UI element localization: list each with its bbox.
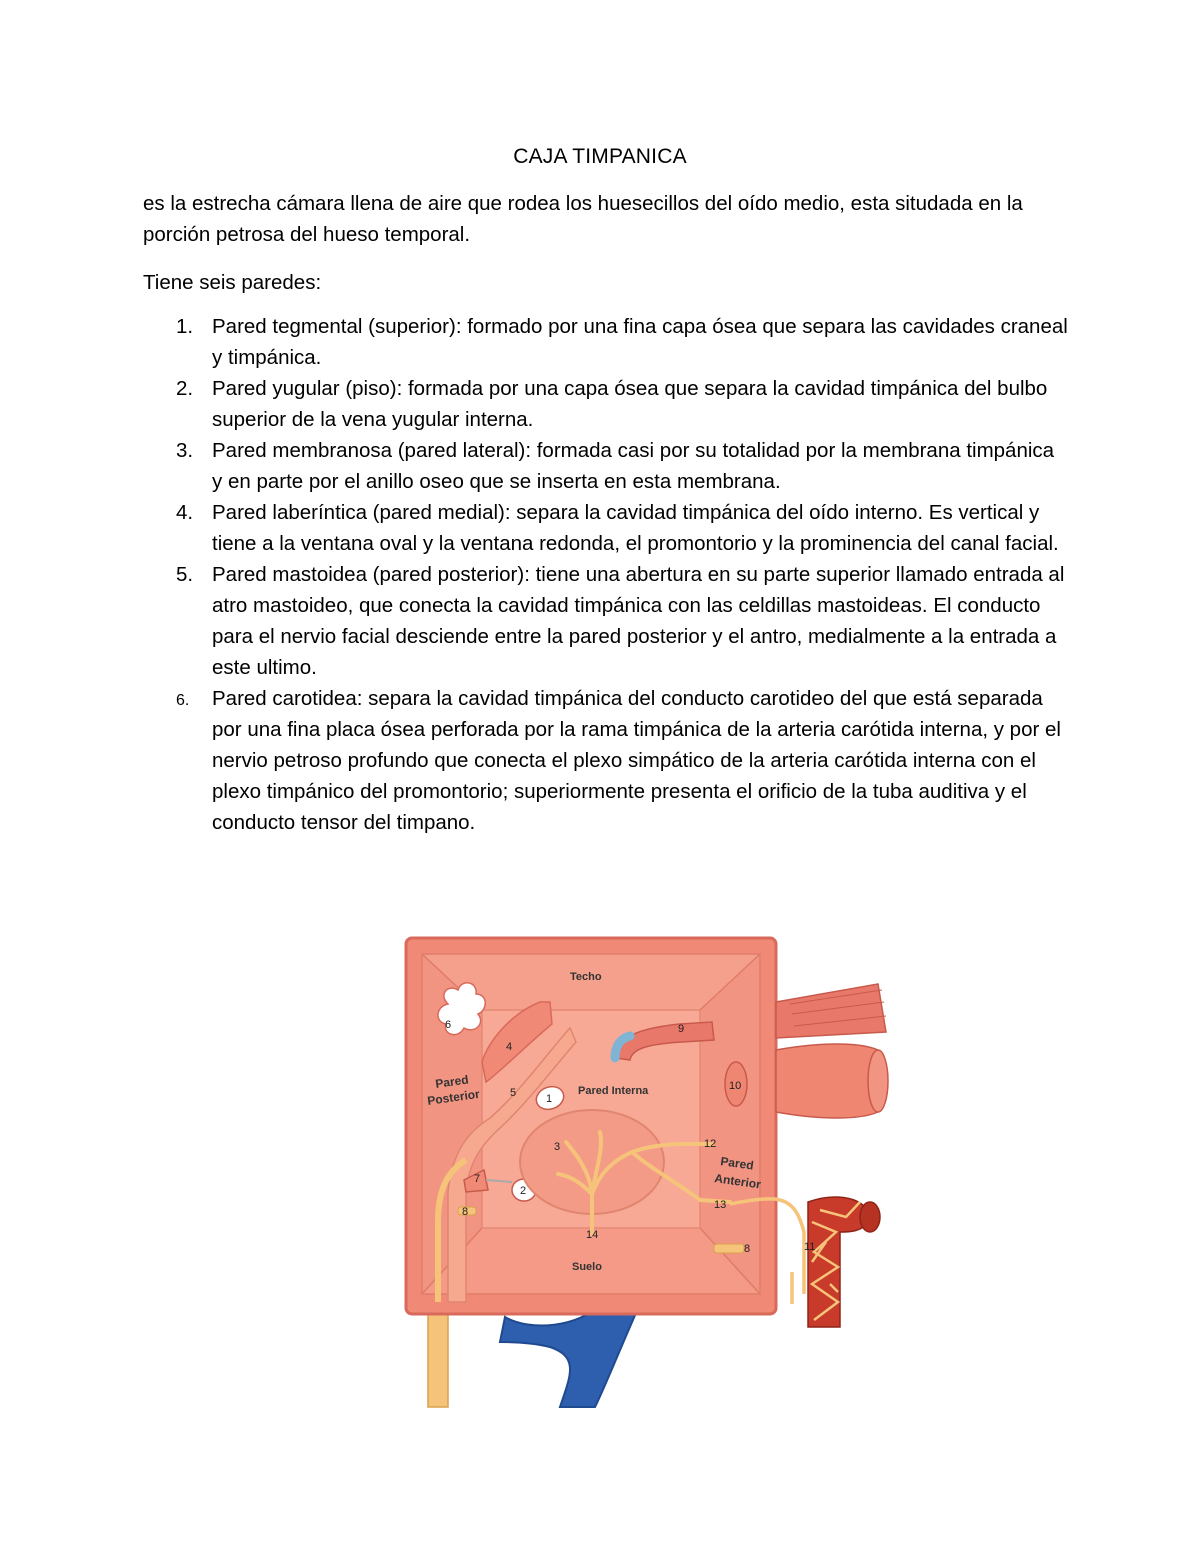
number-14: 14 — [586, 1229, 599, 1241]
label-suelo: Suelo — [572, 1261, 602, 1273]
number-1: 1 — [546, 1093, 553, 1105]
list-item-number: 5. — [176, 563, 194, 586]
jugular-vein — [500, 1304, 640, 1407]
list-item-number: 6. — [176, 692, 190, 709]
number-13: 13 — [714, 1199, 727, 1211]
number-5: 5 — [510, 1087, 517, 1099]
list-item-number: 1. — [176, 315, 194, 338]
list-item — [143, 683, 1068, 838]
label-techo: Techo — [570, 971, 602, 983]
label-pared-interna: Pared Interna — [578, 1085, 649, 1097]
list-item-text: Pared carotidea: separa la cavidad timpánica del conducto carotideo del que está separada por una fina placa ósea perforada por la rama timpánica de la arteria carótida interna, y por el nervio petroso profundo que conecta el plexo simpático de la arteria carótida interna con el plexo timpánico del promontorio; superiormente presenta el orificio de la tuba auditiva y el conducto tensor del timpano. — [212, 687, 1061, 834]
list-item — [143, 435, 1068, 497]
number-8-posterior: 8 — [462, 1206, 469, 1218]
list-item — [143, 559, 1068, 683]
list-item-text: Pared membranosa (pared lateral): formada casi por su totalidad por la membrana timpánica y en parte por el anillo oseo que se inserta en esta membrana. — [212, 439, 1055, 493]
list-item-text: Pared laberíntica (pared medial): separa la cavidad timpánica del oído interno. Es vertical y tiene a la ventana oval y la ventana redonda, el promontorio y la prominencia del canal facial. — [212, 501, 1059, 555]
list-item — [143, 373, 1068, 435]
list-item-text: Pared yugular (piso): formada por una capa ósea que separa la cavidad timpánica del bulbo superior de la vena yugular interna. — [212, 377, 1048, 431]
number-3: 3 — [554, 1141, 561, 1153]
label-pared-posterior-1: Pared — [434, 1072, 470, 1091]
number-4: 4 — [506, 1041, 513, 1053]
number-9: 9 — [678, 1023, 685, 1035]
number-8-anterior: 8 — [744, 1243, 751, 1255]
facial-nerve-exit — [428, 1302, 448, 1407]
list-item-number: 4. — [176, 501, 194, 524]
number-11: 11 — [804, 1241, 816, 1253]
auditory-tube — [776, 1044, 878, 1118]
tympanic-cavity-illustration — [400, 932, 890, 1412]
label-pared-posterior-2: Posterior — [426, 1086, 481, 1108]
walls-lead: Tiene seis paredes: — [143, 271, 322, 294]
list-item-number: 3. — [176, 439, 194, 462]
page-title: CAJA TIMPANICA — [513, 145, 687, 168]
number-7: 7 — [474, 1173, 481, 1185]
chorda-opening-anterior — [714, 1244, 744, 1253]
number-10: 10 — [729, 1080, 742, 1092]
number-12: 12 — [704, 1138, 717, 1150]
list-item — [143, 311, 1068, 373]
number-2: 2 — [520, 1185, 527, 1197]
list-item-text: Pared mastoidea (pared posterior): tiene una abertura en su parte superior llamado entrada al atro mastoideo, que conecta la cavidad timpánica con las celdillas mastoideas. El conducto para el nervio facial desciende entre la pared posterior y el antro, medialmente a la entrada a este ultimo. — [212, 563, 1065, 679]
label-pared-anterior-1: Pared — [719, 1154, 755, 1173]
list-item-number: 2. — [176, 377, 194, 400]
walls-list — [143, 311, 1068, 838]
list-item-text: Pared tegmental (superior): formado por una fina capa ósea que separa las cavidades craneal y timpánica. — [212, 315, 1068, 369]
intro-paragraph: es la estrecha cámara llena de aire que rodea los huesecillos del oído medio, esta situdada en la porción petrosa del hueso temporal. — [143, 192, 1023, 246]
list-item — [143, 497, 1068, 559]
tympanic-cavity-svg — [400, 932, 890, 1412]
number-6: 6 — [445, 1019, 452, 1031]
label-pared-anterior-2: Anterior — [713, 1171, 762, 1192]
